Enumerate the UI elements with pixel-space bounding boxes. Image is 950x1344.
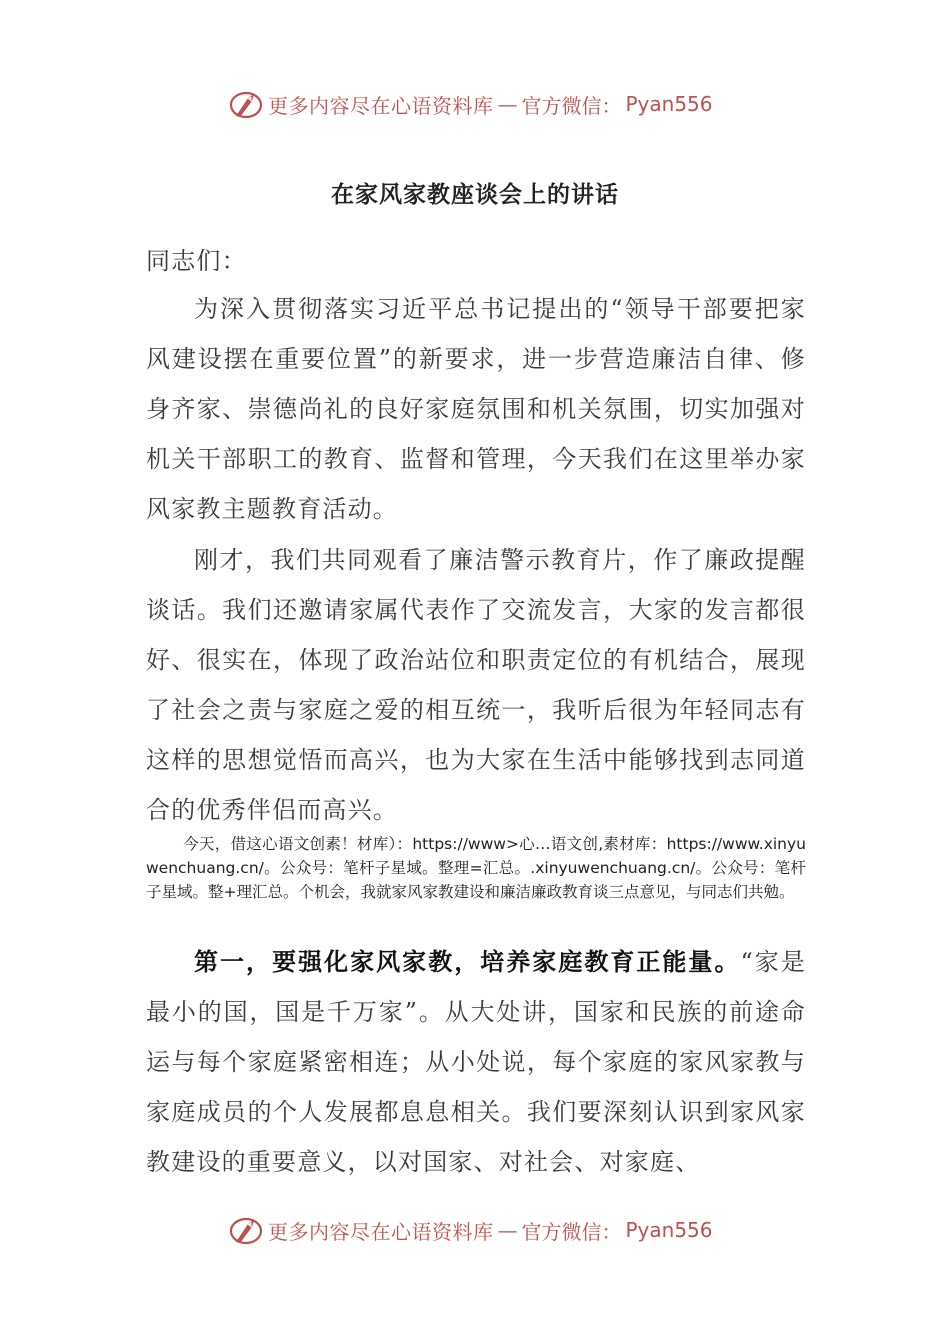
- banner-text: 更多内容尽在心语资料库: [268, 1219, 494, 1244]
- paragraph-4-rest: “家是最小的国，国是千万家”。从大处讲，国家和民族的前途命运与每个家庭紧密相连；从小处说，每个家庭的家风家教与家庭成员的个人发展都息息相关。我们要深刻认识到家风家教建设的重要意义，以对国家、对社会、对家庭、: [146, 948, 806, 1176]
- paragraph-4-lead: 第一，要强化家风家教，培养家庭教育正能量。: [194, 948, 741, 976]
- pen-nib-logo-icon: [228, 86, 264, 122]
- banner-separator: —: [497, 1218, 518, 1242]
- note-paragraph: 今天，借这心语文创素！材库）：https://www>心…语文创,素材库：https://www.xinyuwenchuang.cn/。公众号：笔杆子星域。整理=汇总。.xinyuwenchuang.cn/。公众号：笔杆子星域。整+理汇总。个机会，我就家风家教建设和廉洁廉政教育谈三点意见，与同志们共勉。: [146, 835, 806, 901]
- banner-separator: —: [497, 92, 518, 116]
- paragraph-1: 为深入贯彻落实习近平总书记提出的“领导干部要把家风建设摆在重要位置”的新要求，进一步营造廉洁自律、修身齐家、崇德尚礼的良好家庭氛围和机关氛围，切实加强对机关干部职工的教育、监督和管理，今天我们在这里举办家风家教主题教育活动。: [146, 295, 806, 523]
- wechat-label: 官方微信：: [521, 93, 622, 118]
- banner-text: 更多内容尽在心语资料库: [268, 93, 494, 118]
- greeting: 同志们：: [146, 247, 247, 275]
- wechat-label: 官方微信：: [521, 1219, 622, 1244]
- footer-banner: [228, 1210, 713, 1250]
- paragraph-4: [146, 937, 806, 1187]
- pen-nib-logo-icon: [228, 1212, 264, 1248]
- wechat-account: Pyan556: [625, 1218, 713, 1242]
- header-banner: [228, 84, 713, 124]
- document-title: 在家风家教座谈会上的讲话: [331, 182, 619, 208]
- paragraph-2: 刚才，我们共同观看了廉洁警示教育片，作了廉政提醒谈话。我们还邀请家属代表作了交流发言，大家的发言都很好、很实在，体现了政治站位和职责定位的有机结合，展现了社会之责与家庭之爱的相互统一，我听后很为年轻同志有这样的思想觉悟而高兴，也为大家在生活中能够找到志同道合的优秀伴侣而高兴。: [146, 546, 806, 824]
- wechat-account: Pyan556: [625, 92, 713, 116]
